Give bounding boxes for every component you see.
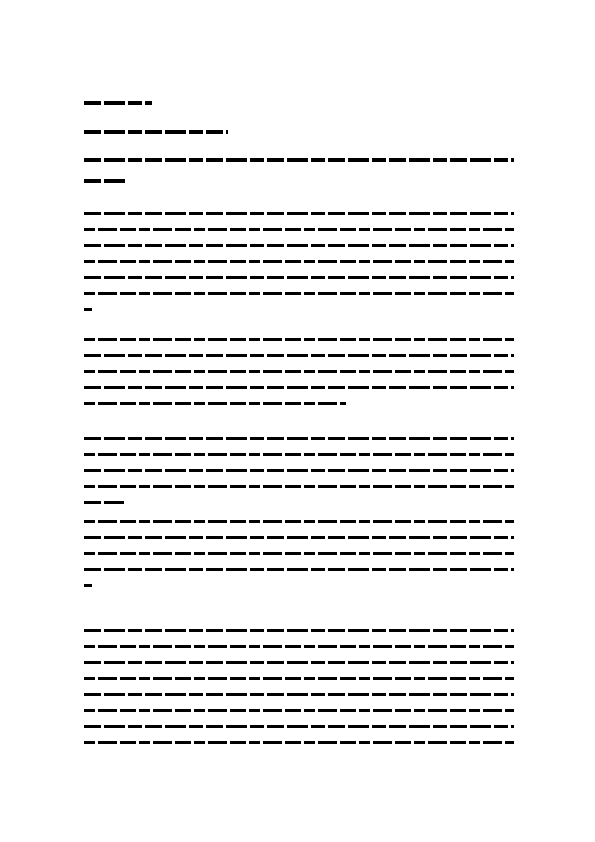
header-line-2 bbox=[84, 130, 514, 147]
document-heading bbox=[84, 158, 514, 196]
paragraph-4 bbox=[84, 520, 514, 600]
paragraph-3 bbox=[84, 437, 514, 517]
paragraph-2 bbox=[84, 338, 514, 418]
header-line-1 bbox=[84, 101, 514, 118]
paragraph-5 bbox=[84, 629, 514, 757]
paragraph-1 bbox=[84, 212, 514, 324]
